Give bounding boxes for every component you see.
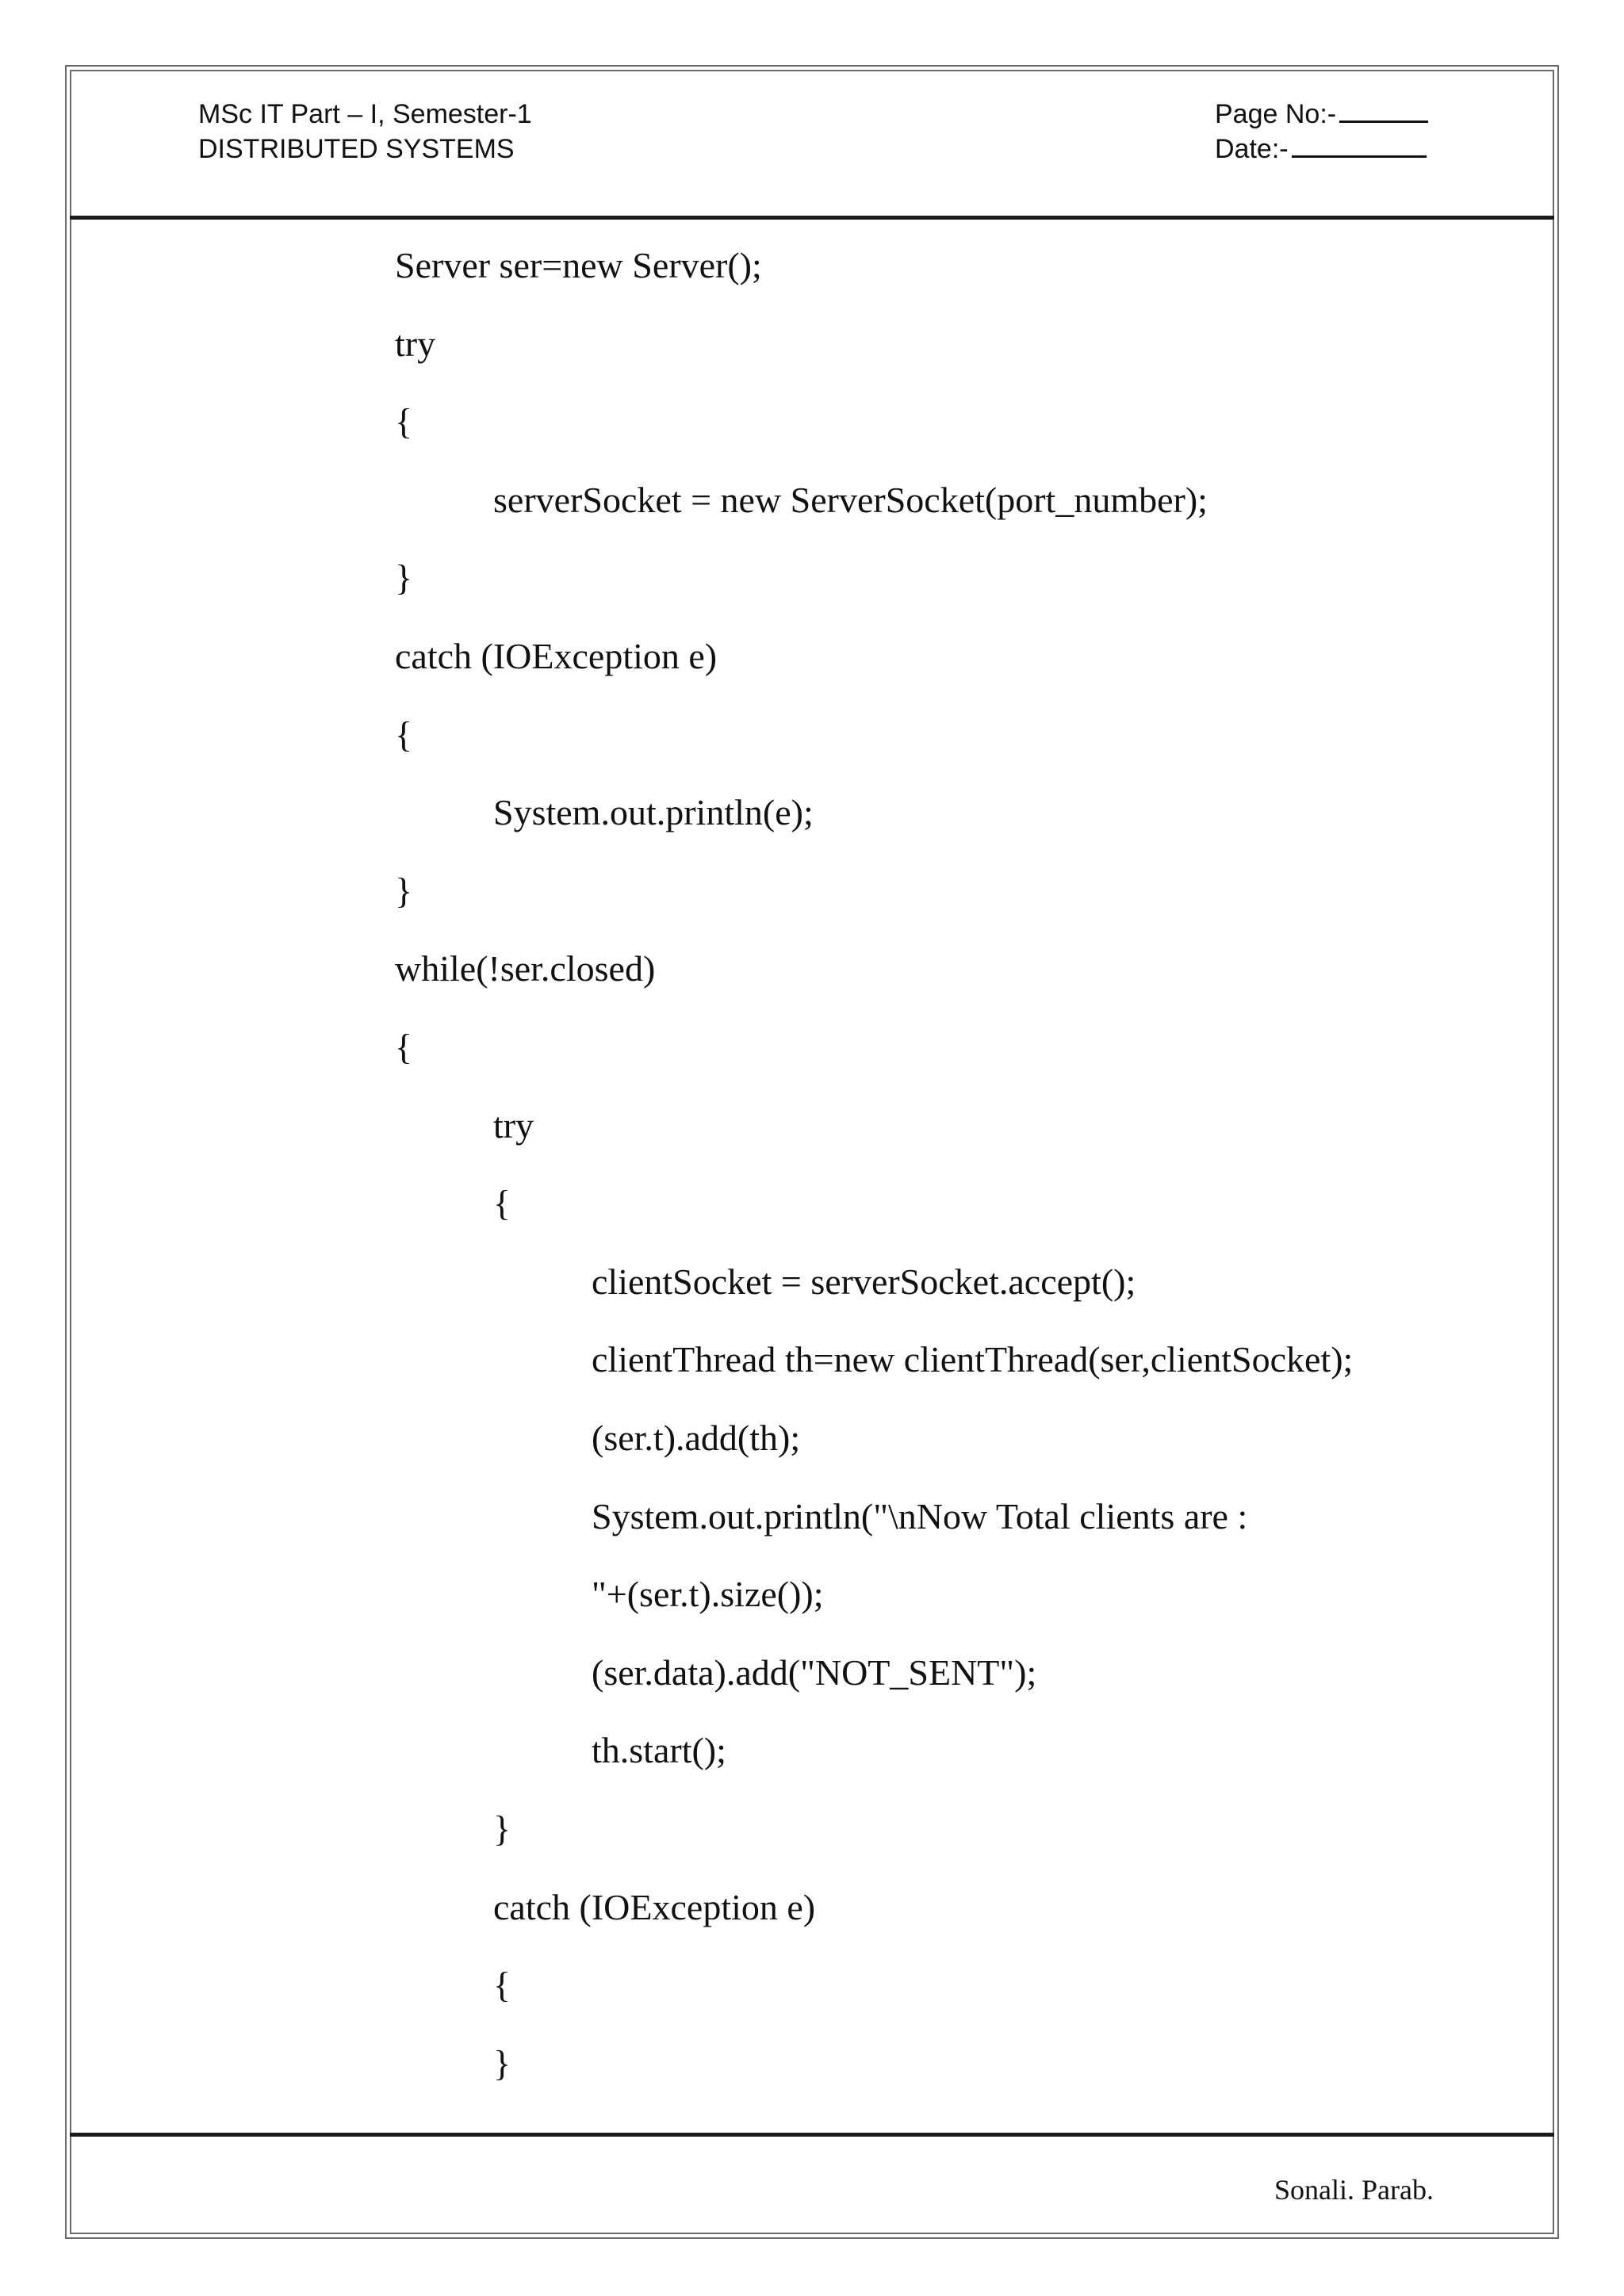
- author-name: Sonali. Parab.: [1274, 2174, 1434, 2206]
- code-line: }: [493, 1808, 511, 1849]
- header-left: [198, 97, 532, 166]
- subject-title: DISTRIBUTED SYSTEMS: [198, 134, 515, 164]
- header-right: [1215, 97, 1428, 166]
- code-line: }: [395, 871, 413, 911]
- code-line: "+(ser.t).size());: [592, 1574, 824, 1614]
- date-label: Date:-: [1215, 134, 1289, 164]
- code-line: {: [493, 1965, 511, 2005]
- header-divider: [70, 216, 1554, 220]
- code-line: {: [395, 1027, 413, 1067]
- code-line: try: [395, 323, 436, 364]
- code-line: System.out.println(e);: [493, 792, 814, 832]
- date-blank: [1292, 132, 1427, 158]
- code-line: {: [395, 714, 413, 755]
- code-line: (ser.t).add(th);: [592, 1418, 801, 1458]
- code-line: clientSocket = serverSocket.accept();: [592, 1261, 1136, 1302]
- code-line: th.start();: [592, 1730, 726, 1770]
- code-line: try: [493, 1105, 534, 1146]
- code-line: (ser.data).add("NOT_SENT");: [592, 1652, 1037, 1693]
- code-line: }: [493, 2043, 511, 2084]
- code-line: {: [493, 1183, 511, 1223]
- code-line: System.out.println("\nNow Total clients are :: [592, 1496, 1248, 1536]
- code-line: Server ser=new Server();: [395, 245, 762, 285]
- page-number-field: [1215, 97, 1428, 132]
- code-line: }: [395, 557, 413, 598]
- page-number-label: Page No:-: [1215, 99, 1337, 129]
- code-line: serverSocket = new ServerSocket(port_number);: [493, 480, 1208, 520]
- footer-divider: [70, 2133, 1554, 2137]
- date-field: [1215, 132, 1428, 166]
- code-line: catch (IOException e): [493, 1887, 816, 1927]
- code-line: catch (IOException e): [395, 636, 718, 676]
- page-number-blank: [1339, 97, 1428, 123]
- code-line: {: [395, 401, 413, 442]
- code-line: clientThread th=new clientThread(ser,clientSocket);: [592, 1339, 1354, 1380]
- code-line: while(!ser.closed): [395, 948, 656, 989]
- course-title: MSc IT Part – I, Semester-1: [198, 99, 532, 129]
